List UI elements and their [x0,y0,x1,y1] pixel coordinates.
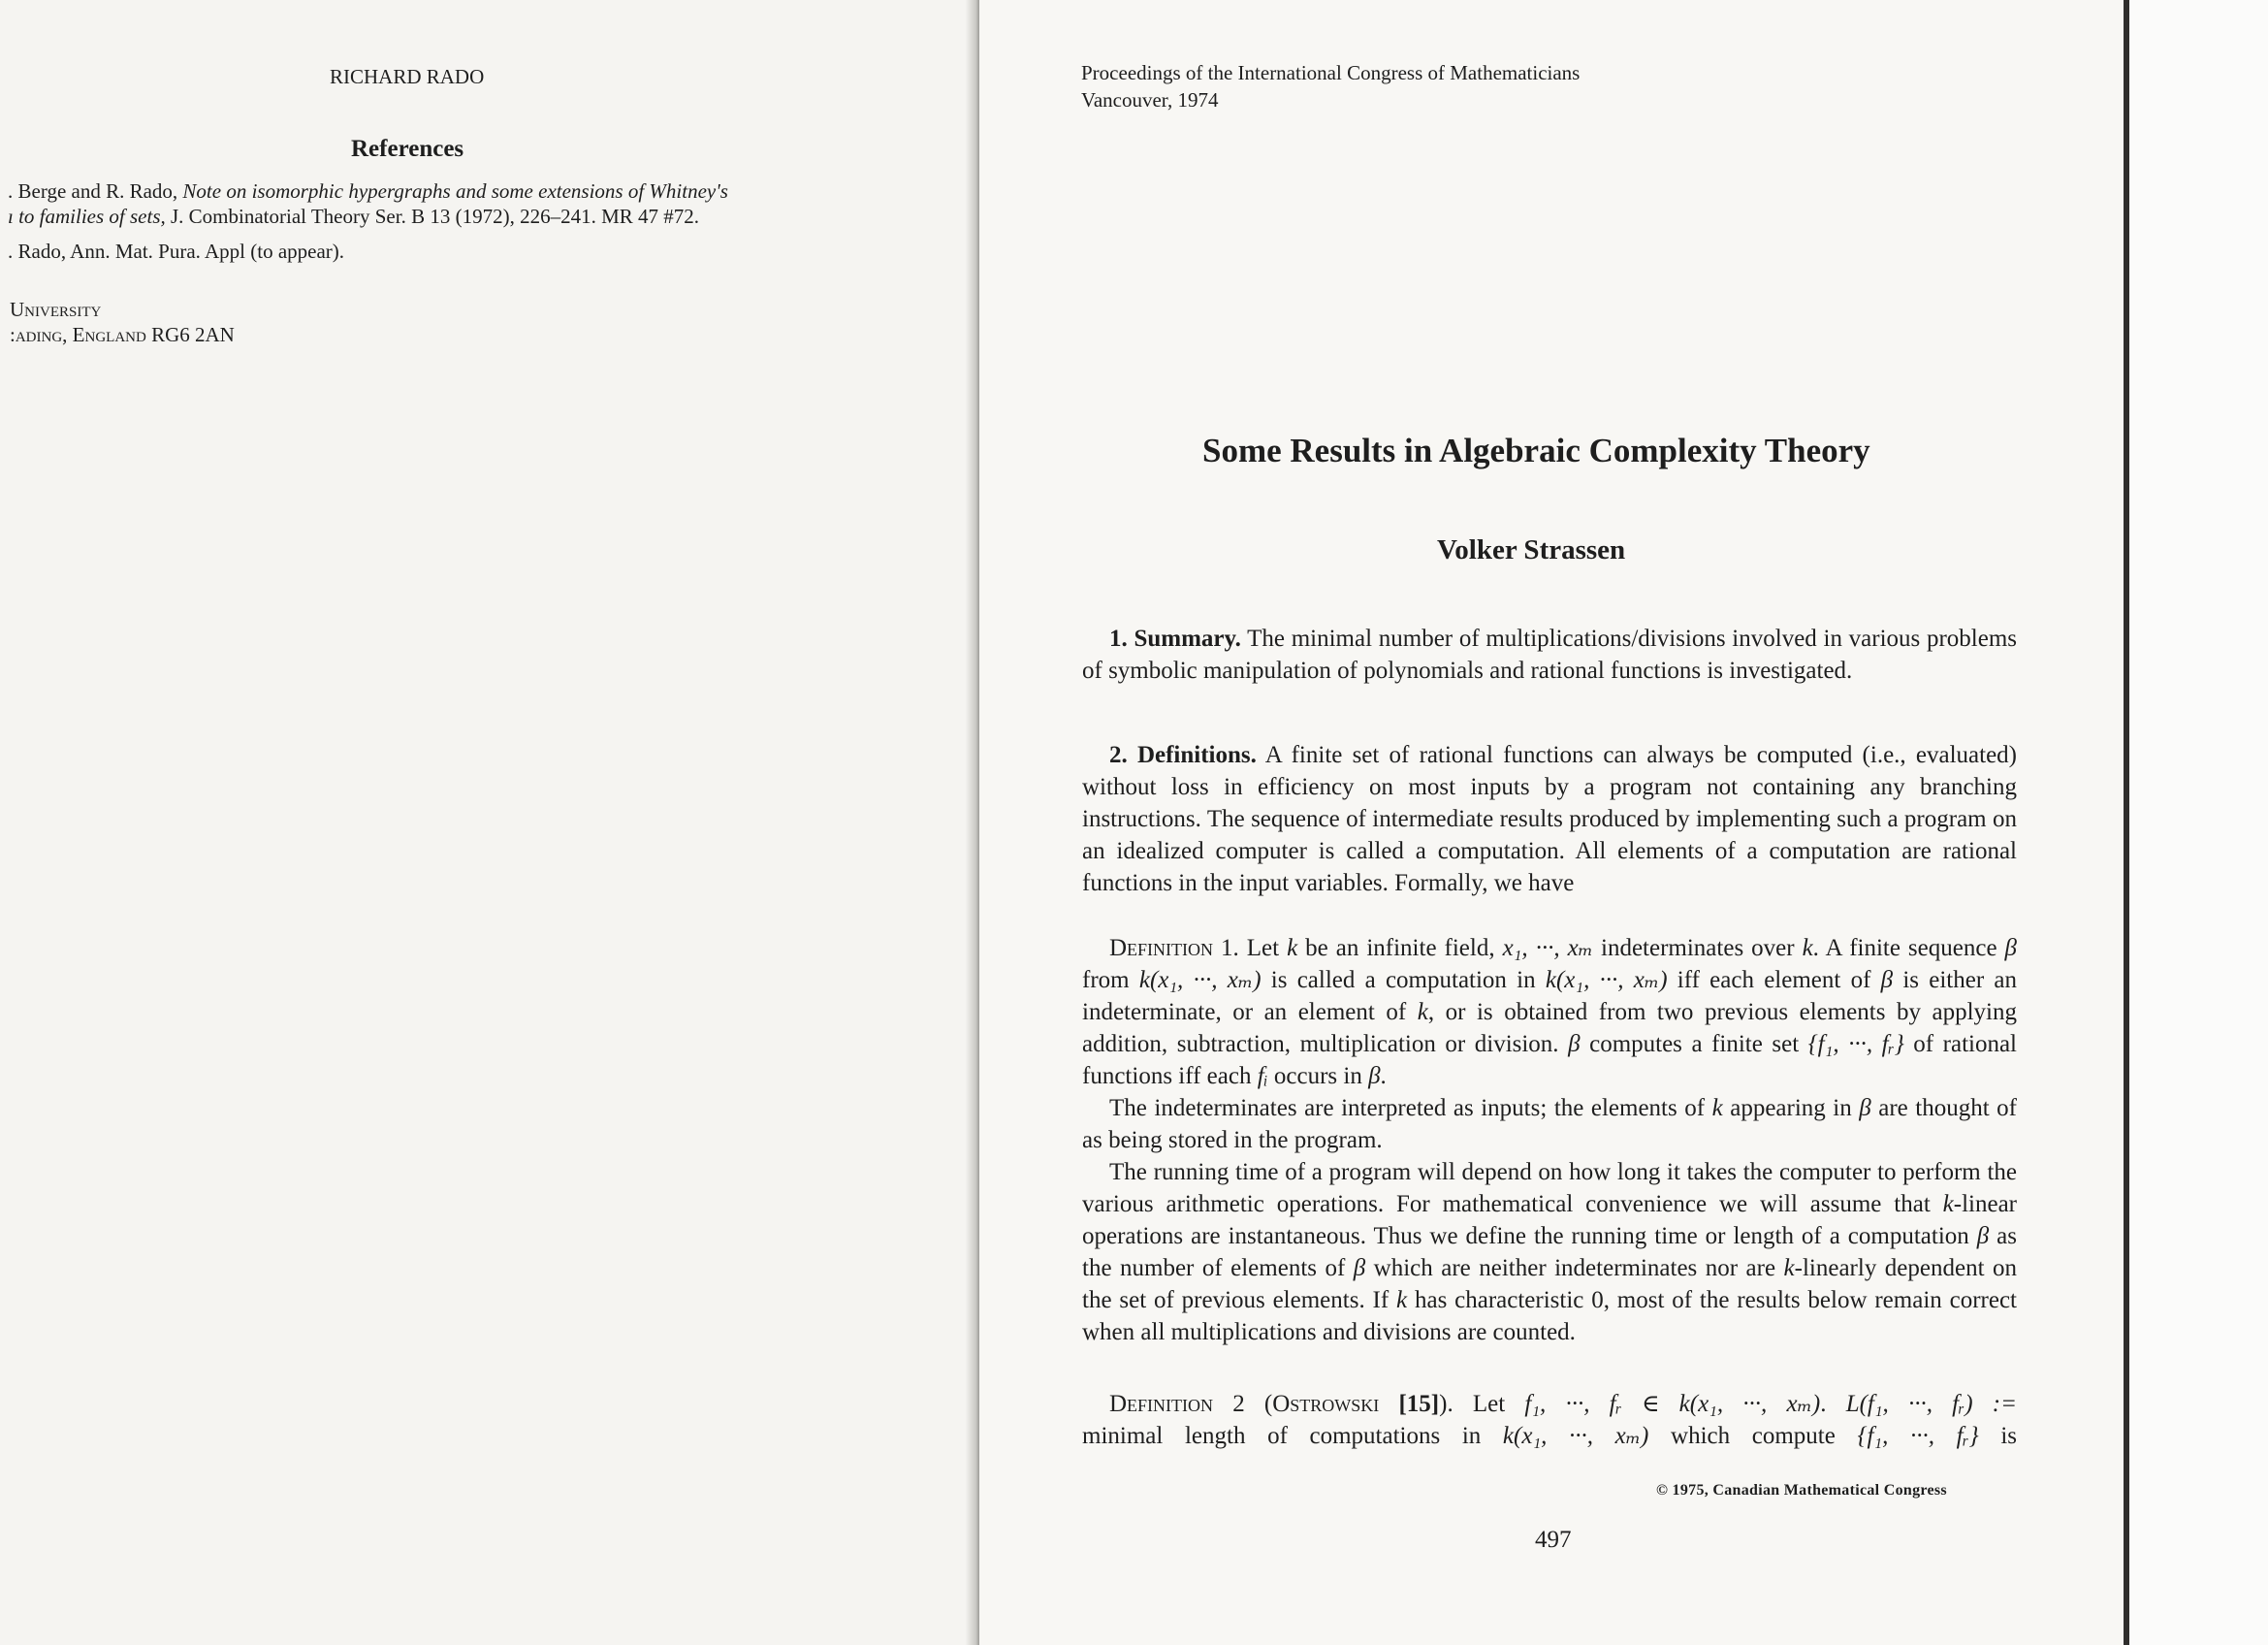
page-number: 497 [1535,1527,1572,1553]
running-beta: β [1976,1223,1990,1249]
def1-set: {f₁, ···, fᵣ} [1807,1031,1904,1057]
summary-label: 1. Summary. [1109,626,1241,652]
def2-kx: k(x₁, ···, xₘ) [1502,1423,1649,1449]
reference-1-source: J. Combinatorial Theory Ser. B 13 (1972), 226–241. MR 47 #72. [165,205,700,228]
proceedings-line-1: Proceedings of the International Congress of Mathematicians [1081,61,1581,84]
def1-text: , or is obtained from two previous elements by applying addition, subtraction, multiplication or division. [1082,999,2018,1057]
running-head: RICHARD RADO [330,65,485,88]
reference-2: . Rado, Ann. Mat. Pura. Appl (to appear). [8,240,345,263]
address-city: :ading, England [10,323,146,346]
def1-text: iff each element of [1667,967,1881,993]
def2-text: ). Let [1439,1391,1525,1417]
def1-beta: β [1568,1031,1581,1057]
proceedings-line-2: Vancouver, 1974 [1081,88,1219,112]
def1-text: from [1082,967,1139,993]
running-k: k [1783,1255,1795,1281]
copyright-notice: © 1975, Canadian Mathematical Congress [1656,1482,1947,1499]
def1-fi: fᵢ [1257,1063,1268,1089]
def1-kx: k(x₁, ···, xₘ) [1545,967,1668,993]
address-postcode: RG6 2AN [145,323,235,346]
def1-kx: k(x₁, ···, xₘ) [1138,967,1262,993]
def1-text: is called a computation in [1261,967,1546,993]
page-edge-margin [2129,0,2268,1645]
def1-text: indeterminates over [1593,935,1803,961]
def2-text: minimal length of computations in [1082,1423,1503,1449]
def1-beta: β [2004,935,2017,961]
indeterminates-paragraph [1082,1092,2017,1156]
def2-text: . [1820,1391,1846,1417]
def2-L: L(f₁, ···, fᵣ) := [1845,1391,2017,1417]
definitions-paragraph [1082,739,2017,899]
indet-text: appearing in [1722,1095,1860,1121]
indet-text: are thought of as being stored in the program. [1082,1095,2017,1153]
def1-text: . [1380,1063,1387,1089]
def1-vars: x₁, ···, xₘ [1502,935,1594,961]
running-k: k [1942,1191,1954,1217]
indet-k: k [1711,1095,1723,1121]
running-text: which are neither indeterminates nor are [1365,1255,1784,1281]
definition-1-label: Definition 1. [1109,935,1239,961]
running-beta: β [1353,1255,1366,1281]
definitions-label: 2. Definitions. [1109,742,1257,768]
def1-text: is either an indeterminate, or an element of [1082,967,2018,1025]
definitions-text: A finite set of rational functions can always be computed (i.e., evaluated) without loss in efficiency on most inputs by a program not containing any branching instructions. The sequence of intermediate results produced by implementing such a program on an idealized computer is called a computation. All elements of a computation are rational functions in the input variables. Formally, we have [1082,742,2017,896]
def2-text: is [1978,1423,2017,1449]
running-k: k [1396,1287,1408,1313]
def2-text: which compute [1648,1423,1858,1449]
def2-functions: f₁, ···, fᵣ ∈ k(x₁, ···, xₘ) [1524,1391,1821,1417]
running-text: -linear operations are instantaneous. Thus we define the running time or length of a computation [1082,1191,2017,1249]
indet-text: The indeterminates are interpreted as inputs; the elements of [1109,1095,1712,1121]
summary-text: The minimal number of multiplications/divisions involved in various problems of symbolic manipulation of polynomials and rational functions is investigated. [1082,626,2017,684]
def1-k: k [1802,935,1813,961]
references-heading: References [351,136,464,162]
def1-k: k [1287,935,1298,961]
paper-author: Volker Strassen [1437,534,1626,565]
def1-text: computes a finite set [1580,1031,1808,1057]
def1-beta: β [1368,1063,1381,1089]
reference-1-line-1 [8,178,728,204]
running-text: The running time of a program will depend on how long it takes the computer to perform the various arithmetic operations. For mathematical convenience we will assume that [1082,1159,2017,1217]
definition-2-ref: [15] [1398,1391,1440,1417]
reference-1-title-cont: ı to families of sets, [8,205,166,228]
running-text: has characteristic 0, most of the results below remain correct when all multiplications and divisions are counted. [1082,1287,2017,1345]
definition-2-label: Definition 2 (Ostrowski [1109,1391,1380,1417]
def1-text: Let [1238,935,1288,961]
left-page [0,0,974,1645]
running-text: as the number of elements of [1082,1223,2018,1281]
indet-beta: β [1859,1095,1871,1121]
def1-text: . A finite sequence [1812,935,2005,961]
def1-text: be an infinite field, [1297,935,1503,961]
address-line-1: University [10,298,102,321]
running-text: -linearly dependent on the set of previous elements. If [1082,1255,2017,1313]
reference-1-title: Note on isomorphic hypergraphs and some extensions of Whitney's [182,179,728,203]
definition-2-line-1 [1082,1388,2017,1420]
def1-beta: β [1880,967,1894,993]
reference-1-authors: . Berge and R. Rado, [8,179,183,203]
def1-k: k [1417,999,1428,1025]
def1-text: of rational functions iff each [1082,1031,2018,1089]
definition-2-line-2 [1082,1420,2017,1452]
running-time-paragraph [1082,1156,2017,1348]
paper-title: Some Results in Algebraic Complexity Theory [1202,432,1870,469]
def1-text: occurs in [1267,1063,1369,1089]
definition-1-paragraph [1082,932,2017,1092]
address-line-2 [10,322,235,347]
def2-set: {f₁, ···, fᵣ} [1857,1423,1979,1449]
summary-paragraph [1082,623,2017,687]
reference-1-line-2 [8,204,699,229]
